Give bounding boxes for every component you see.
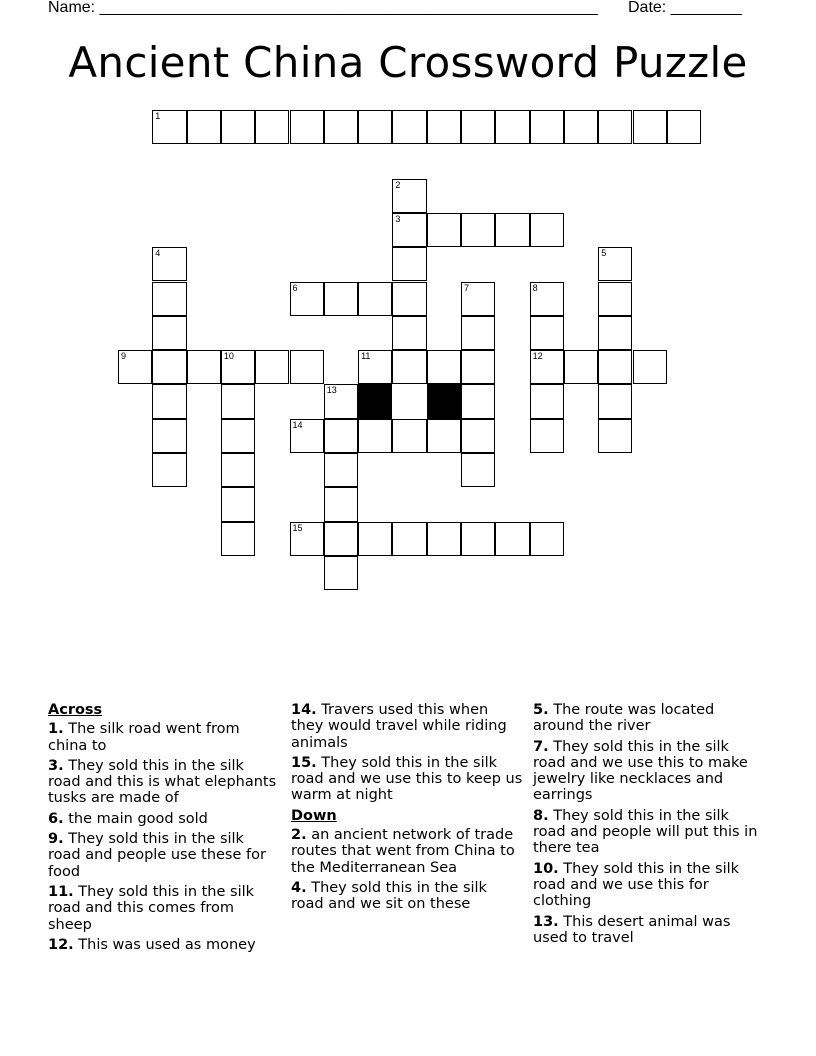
grid-cell[interactable] <box>598 247 632 281</box>
clue-number: 4. <box>291 879 307 896</box>
name-field-label: Name: ________________________________________________________ <box>48 0 598 16</box>
grid-cell[interactable] <box>530 384 564 418</box>
grid-cell[interactable] <box>392 282 426 316</box>
cell-number: 11 <box>361 351 371 362</box>
clue-down-4 <box>291 880 523 913</box>
grid-cell[interactable] <box>290 282 324 316</box>
grid-cell[interactable] <box>392 350 426 384</box>
grid-cell[interactable] <box>427 522 461 556</box>
grid-cell[interactable] <box>461 350 495 384</box>
grid-cell[interactable] <box>461 316 495 350</box>
grid-cell[interactable] <box>324 110 358 144</box>
grid-cell[interactable] <box>152 110 186 144</box>
clue-text: Travers used this when they would travel while riding animals <box>291 702 507 751</box>
grid-cell[interactable] <box>530 110 564 144</box>
clue-text: They sold this in the silk road and this comes from sheep <box>48 883 255 933</box>
grid-cell[interactable] <box>392 522 426 556</box>
clue-across-12 <box>48 937 280 953</box>
grid-cell[interactable] <box>152 282 186 316</box>
cell-number: 14 <box>292 419 303 430</box>
grid-cell[interactable] <box>598 110 632 144</box>
grid-cell[interactable] <box>530 316 564 350</box>
clue-number: 2. <box>291 827 307 844</box>
clue-number: 7. <box>533 738 549 755</box>
cell-number: 4 <box>155 248 161 259</box>
clue-number: 5. <box>533 702 549 718</box>
grid-cell[interactable] <box>221 110 255 144</box>
clue-number: 14. <box>291 702 317 718</box>
clue-number: 11. <box>48 883 74 900</box>
grid-cell[interactable] <box>598 282 632 316</box>
grid-cell[interactable] <box>152 350 186 384</box>
grid-cell[interactable] <box>290 522 324 556</box>
grid-cell[interactable] <box>461 384 495 418</box>
grid-cell[interactable] <box>324 453 358 487</box>
grid-cell[interactable] <box>667 110 701 144</box>
cell-number: 5 <box>601 248 607 259</box>
clue-across-1 <box>48 721 280 754</box>
grid-cell[interactable] <box>152 316 186 350</box>
clue-text: The route was located around the river <box>533 702 715 735</box>
grid-cell[interactable] <box>324 384 358 418</box>
grid-cell[interactable] <box>461 453 495 487</box>
grid-cell[interactable] <box>461 419 495 453</box>
cell-number: 7 <box>464 282 470 293</box>
grid-cell[interactable] <box>427 110 461 144</box>
cell-number: 3 <box>395 213 401 224</box>
grid-cell[interactable] <box>530 213 564 247</box>
grid-cell[interactable] <box>598 350 632 384</box>
grid-cell[interactable] <box>564 350 598 384</box>
grid-cell[interactable] <box>495 110 529 144</box>
grid-cell[interactable] <box>152 453 186 487</box>
grid-cell[interactable] <box>221 384 255 418</box>
grid-cell[interactable] <box>221 522 255 556</box>
grid-cell[interactable] <box>221 350 255 384</box>
cell-number: 12 <box>532 351 543 362</box>
cell-number: 9 <box>121 351 127 362</box>
grid-block <box>358 384 392 418</box>
grid-cell[interactable] <box>530 282 564 316</box>
grid-cell[interactable] <box>633 110 667 144</box>
clue-text: They sold this in the silk road and we use this to make jewelry like necklaces and earrings <box>533 738 748 804</box>
grid-cell[interactable] <box>152 247 186 281</box>
clue-text: the main good sold <box>68 810 208 827</box>
grid-cell[interactable] <box>392 179 426 213</box>
grid-cell[interactable] <box>324 419 358 453</box>
clue-across-14 <box>291 702 523 751</box>
grid-cell[interactable] <box>530 350 564 384</box>
clue-across-15 <box>291 755 523 804</box>
clue-text: They sold this in the silk road and we use this for clothing <box>533 860 740 910</box>
clue-text: This desert animal was used to travel <box>533 913 731 946</box>
grid-cell[interactable] <box>187 350 221 384</box>
clue-across-6 <box>48 811 280 827</box>
clue-number: 10. <box>533 860 559 877</box>
grid-cell[interactable] <box>221 419 255 453</box>
clue-text: They sold this in the silk road and we sit on these <box>291 879 487 913</box>
grid-cell[interactable] <box>324 556 358 590</box>
clue-number: 15. <box>291 754 317 771</box>
grid-cell[interactable] <box>461 110 495 144</box>
clue-text: The silk road went from china to <box>48 721 240 754</box>
grid-cell[interactable] <box>392 316 426 350</box>
clue-text: They sold this in the silk road and people use these for food <box>48 831 266 880</box>
grid-cell[interactable] <box>118 350 152 384</box>
grid-cell[interactable] <box>598 419 632 453</box>
grid-block <box>427 384 461 418</box>
grid-cell[interactable] <box>187 110 221 144</box>
grid-cell[interactable] <box>633 350 667 384</box>
grid-cell[interactable] <box>152 384 186 418</box>
clue-number: 1. <box>48 721 64 738</box>
grid-cell[interactable] <box>392 110 426 144</box>
grid-cell[interactable] <box>461 522 495 556</box>
grid-cell[interactable] <box>358 110 392 144</box>
grid-cell[interactable] <box>427 213 461 247</box>
clue-down-5 <box>533 702 765 735</box>
grid-cell[interactable] <box>255 350 289 384</box>
clue-across-3 <box>48 758 280 807</box>
clue-across-11 <box>48 884 280 933</box>
grid-cell[interactable] <box>290 110 324 144</box>
grid-cell[interactable] <box>564 110 598 144</box>
grid-cell[interactable] <box>427 350 461 384</box>
grid-cell[interactable] <box>324 282 358 316</box>
clue-number: 13. <box>533 913 559 930</box>
clue-down-10 <box>533 861 765 910</box>
clue-text: This was used as money <box>78 936 256 953</box>
clue-down-8 <box>533 808 765 857</box>
cell-number: 6 <box>292 282 298 293</box>
cell-number: 10 <box>223 351 234 362</box>
grid-cell[interactable] <box>461 282 495 316</box>
grid-cell[interactable] <box>290 419 324 453</box>
grid-cell[interactable] <box>324 522 358 556</box>
date-field-label: Date: ________ <box>628 0 742 16</box>
clue-text: They sold this in the silk road and this is what elephants tusks are made of <box>48 757 277 807</box>
cell-number: 15 <box>292 522 303 533</box>
grid-cell[interactable] <box>495 213 529 247</box>
grid-cell[interactable] <box>392 247 426 281</box>
clue-text: They sold this in the silk road and people will put this in there tea <box>533 807 758 857</box>
clue-down-7 <box>533 739 765 804</box>
clue-down-2 <box>291 827 523 876</box>
clues-column-3 <box>533 702 765 950</box>
clue-number: 6. <box>48 810 64 827</box>
clue-number: 12. <box>48 936 74 953</box>
clue-number: 3. <box>48 757 64 774</box>
page-title: Ancient China Crossword Puzzle <box>68 38 748 87</box>
grid-cell[interactable] <box>392 419 426 453</box>
clue-text: They sold this in the silk road and we use this to keep us warm at night <box>291 754 523 804</box>
grid-cell[interactable] <box>358 419 392 453</box>
grid-cell[interactable] <box>598 384 632 418</box>
cell-number: 8 <box>532 282 538 293</box>
clue-across-9 <box>48 831 280 880</box>
cell-number: 2 <box>395 179 401 190</box>
down-heading: Down <box>291 807 337 824</box>
grid-cell[interactable] <box>358 282 392 316</box>
clues-column-2 <box>291 702 523 917</box>
grid-cell[interactable] <box>221 453 255 487</box>
across-heading: Across <box>48 702 103 718</box>
clue-text: an ancient network of trade routes that went from China to the Mediterranean Sea <box>291 827 515 876</box>
grid-cell[interactable] <box>495 522 529 556</box>
grid-cell[interactable] <box>255 110 289 144</box>
grid-cell[interactable] <box>324 487 358 521</box>
clue-number: 9. <box>48 831 64 848</box>
cell-number: 13 <box>326 385 337 396</box>
grid-cell[interactable] <box>290 350 324 384</box>
clues-column-1 <box>48 702 280 957</box>
grid-cell[interactable] <box>427 419 461 453</box>
grid-cell[interactable] <box>598 316 632 350</box>
cell-number: 1 <box>155 111 161 121</box>
grid-cell[interactable] <box>221 487 255 521</box>
grid-cell[interactable] <box>530 522 564 556</box>
clue-down-13 <box>533 914 765 947</box>
grid-cell[interactable] <box>530 419 564 453</box>
grid-cell[interactable] <box>461 213 495 247</box>
grid-cell[interactable] <box>152 419 186 453</box>
grid-cell[interactable] <box>392 213 426 247</box>
grid-cell[interactable] <box>358 350 392 384</box>
grid-cell[interactable] <box>358 522 392 556</box>
clue-number: 8. <box>533 807 549 824</box>
